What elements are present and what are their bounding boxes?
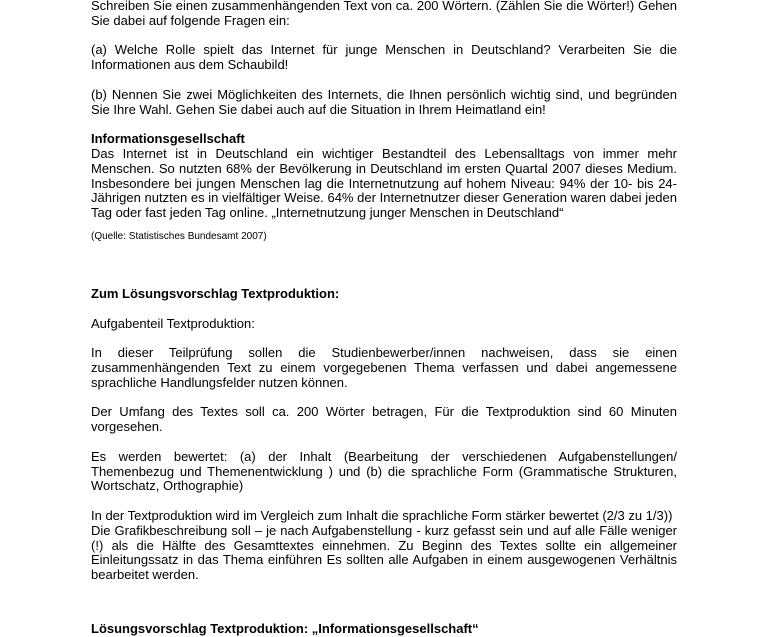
- paragraph-3: Es werden bewertet: (a) der Inhalt (Bearbeitung der verschiedenen Aufgabenstellungen/ Themenbezug und Themenentwicklung ) und (b) die sprachliche Form (Grammatische Strukturen, Wortschatz, Orthographie): [91, 448, 677, 494]
- question-b: (b) Nennen Sie zwei Möglichkeiten des Internets, die Ihnen persönlich wichtig sind, und begründen Sie Ihre Wahl. Gehen Sie dabei auch auf die Situation in Ihrem Heimatland ein!: [91, 86, 677, 117]
- source-citation: (Quelle: Statistisches Bundesamt 2007): [91, 230, 267, 242]
- solution-heading: Zum Lösungsvorschlag Textproduktion:: [91, 285, 340, 301]
- paragraph-4: Die Grafikbeschreibung soll – je nach Aufgabenstellung - kurz gefasst sein und auf alle Fälle weniger (!) als die Hälfte des Gesamttextes einnehmen. Zu Beginn des Textes sollte ein allgemeiner Einleitungssatz in das Thema einführen Es sollten alle Aufgaben in einem ausgewogenen Verhältnis bearbeitet werden.: [91, 522, 677, 583]
- paragraph-4-first-line: In der Textproduktion wird im Vergleich zum Inhalt die sprachliche Form stärker bewertet (2/3 zu 1/3)): [91, 507, 673, 523]
- task-part-label: Aufgabenteil Textproduktion:: [91, 315, 255, 331]
- paragraph-2: Der Umfang des Textes soll ca. 200 Wörter betragen, Für die Textproduktion sind 60 Minuten vorgesehen.: [91, 404, 677, 435]
- question-a: (a) Welche Rolle spielt das Internet für junge Menschen in Deutschland? Verarbeiten Sie die Informationen aus dem Schaubild!: [91, 42, 677, 73]
- cut-off-heading: Lösungsvorschlag Textproduktion: „Informationsgesellschaft“: [91, 621, 479, 636]
- intro-text: Schreiben Sie einen zusammenhängenden Text von ca. 200 Wörtern. (Zählen Sie die Wörter!) Gehen Sie dabei auf folgende Fragen ein:: [91, 0, 677, 28]
- info-heading: Informationsgesellschaft: [91, 131, 245, 147]
- info-text: Das Internet ist in Deutschland ein wichtiger Bestandteil des Lebensalltags von immer mehr Menschen. So nutzten 68% der Bevölkerung in Deutschland im ersten Quartal 2007 dieses Medium. Insbesondere bei jungen Menschen lag die Internetnutzung auf hohem Niveau: 94% der 10- bis 24-Jährigen nutzten es in vielfältiger Weise. 64% der Internetnutzer dieser Generation waren dabei jeden Tag oder fast jeden Tag online. „Internetnutzung junger Menschen in Deutschland“: [91, 145, 677, 221]
- document-page: [91, 0, 677, 583]
- paragraph-1: In dieser Teilprüfung sollen die Studienbewerber/innen nachweisen, dass sie einen zusammenhängenden Text zu einem vorgegebenen Thema verfassen und dabei angemessene sprachliche Handlungsfelder nutzen können.: [91, 345, 677, 390]
